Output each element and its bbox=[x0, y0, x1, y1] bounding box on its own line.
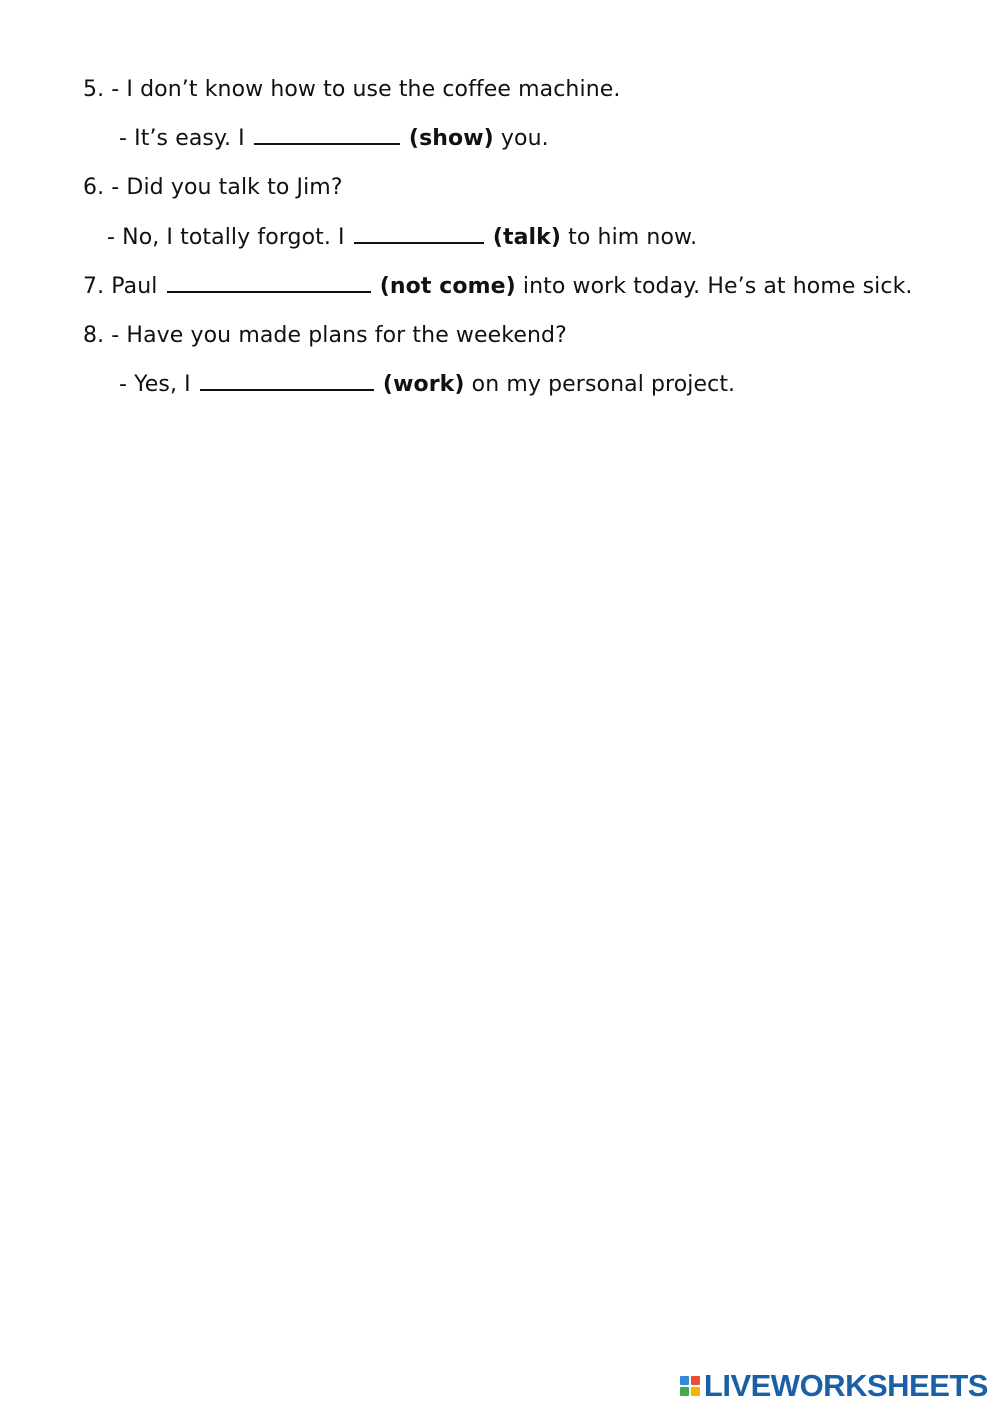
logo-square bbox=[680, 1376, 689, 1385]
answer-tail-text: to him now. bbox=[568, 225, 698, 250]
answer-blank[interactable] bbox=[167, 273, 371, 293]
verb-hint: (show) bbox=[408, 126, 494, 151]
answer-lead-text: - Yes, I bbox=[119, 372, 191, 397]
question-text: - Have you made plans for the weekend? bbox=[111, 323, 567, 348]
answer-lead-text: - No, I totally forgot. I bbox=[107, 225, 345, 250]
item-8-question bbox=[83, 321, 567, 351]
question-text: - I don’t know how to use the coffee machine. bbox=[111, 77, 621, 102]
answer-blank[interactable] bbox=[254, 125, 400, 145]
logo-text: LIVEWORKSHEETS bbox=[703, 1368, 988, 1403]
item-5-question bbox=[83, 75, 620, 105]
verb-hint: (not come) bbox=[379, 274, 516, 299]
answer-tail-text: you. bbox=[500, 126, 549, 151]
verb-hint: (work) bbox=[382, 372, 465, 397]
logo-square bbox=[691, 1376, 700, 1385]
verb-hint: (talk) bbox=[492, 225, 562, 250]
item-6-answer bbox=[107, 223, 697, 253]
item-6-question bbox=[83, 173, 343, 203]
answer-lead-text: - It’s easy. I bbox=[119, 126, 245, 151]
liveworksheets-logo bbox=[680, 1366, 988, 1406]
item-7-question bbox=[83, 272, 913, 302]
item-8-answer bbox=[119, 370, 735, 400]
item-number: 8. bbox=[83, 323, 105, 348]
question-text: Paul bbox=[111, 274, 158, 299]
logo-square bbox=[680, 1387, 689, 1396]
answer-tail-text: on my personal project. bbox=[471, 372, 736, 397]
item-5-answer bbox=[119, 124, 549, 154]
logo-squares-icon bbox=[680, 1376, 700, 1396]
answer-blank[interactable] bbox=[354, 224, 484, 244]
item-number: 6. bbox=[83, 175, 105, 200]
answer-tail-text: into work today. He’s at home sick. bbox=[522, 274, 913, 299]
question-text: - Did you talk to Jim? bbox=[111, 175, 343, 200]
logo-square bbox=[691, 1387, 700, 1396]
answer-blank[interactable] bbox=[200, 371, 374, 391]
item-number: 7. bbox=[83, 274, 105, 299]
item-number: 5. bbox=[83, 77, 105, 102]
